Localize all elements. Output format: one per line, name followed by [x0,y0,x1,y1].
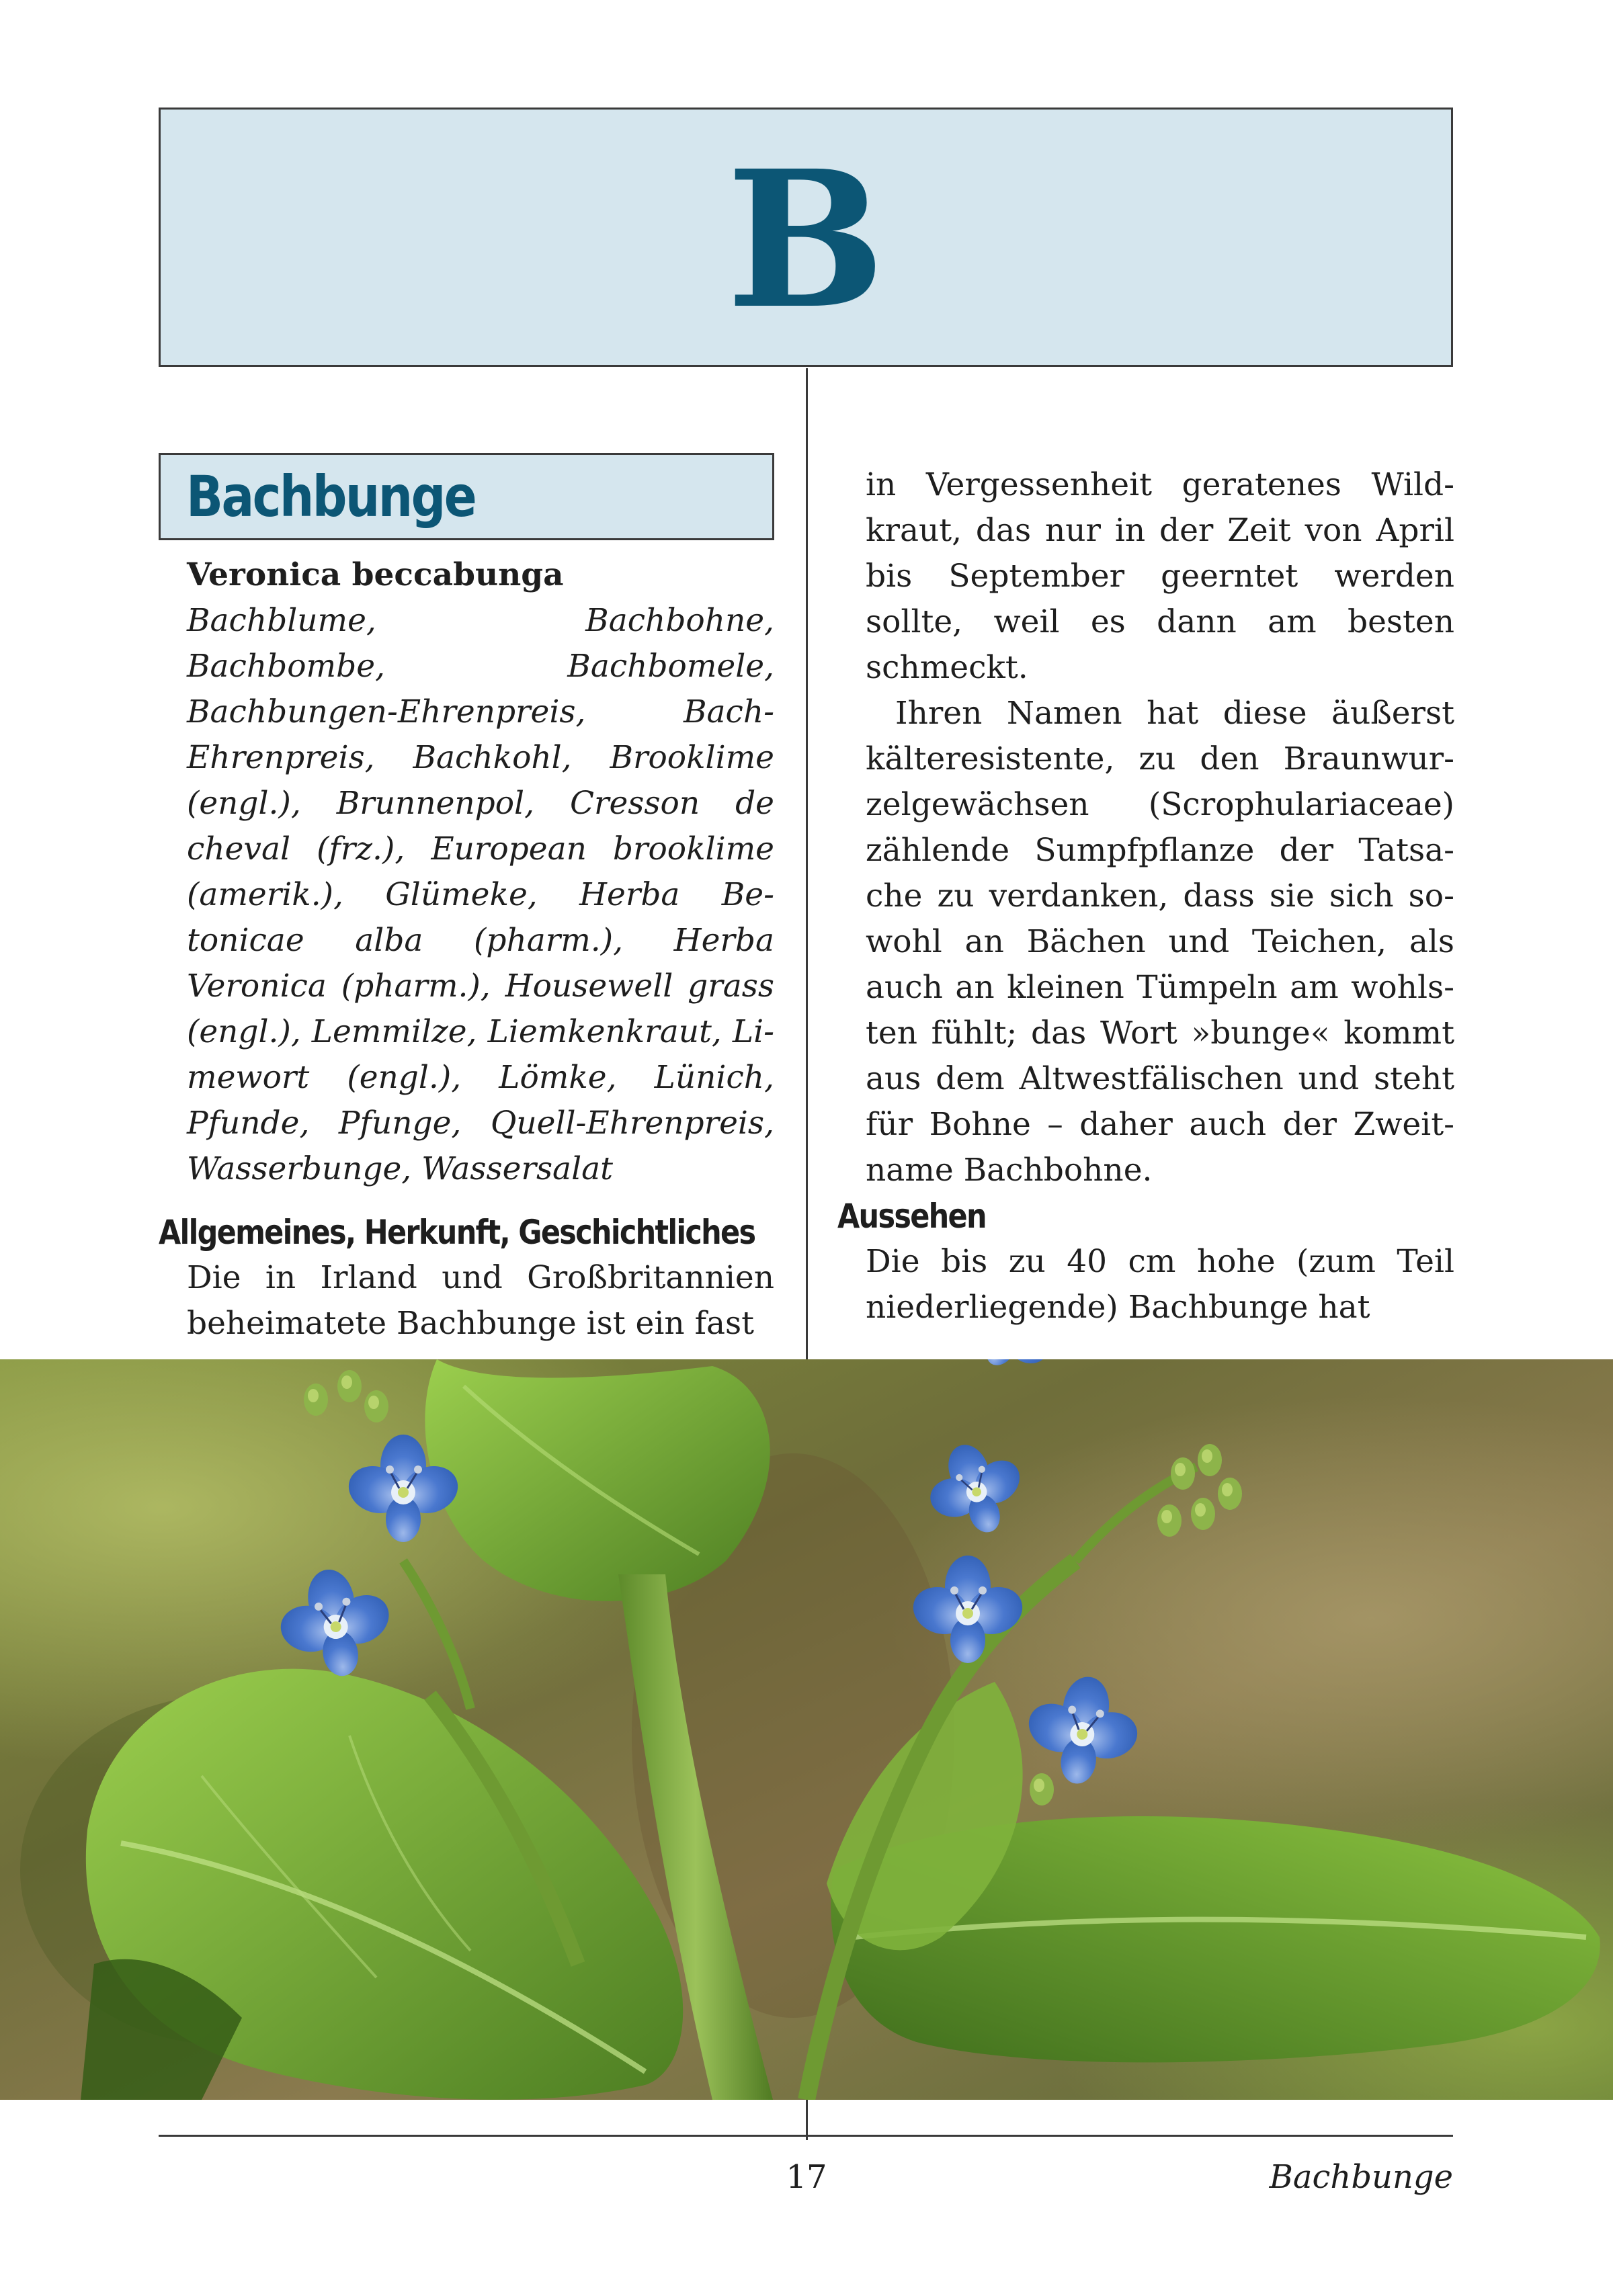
entry-names [159,552,774,1192]
history-paragraph-2: Ihren Namen hat diese äußerst kälteresistente, zu den Braunwurzelgewächsen (Scrophulariaceae) zählende Sumpfpflanze der Tatsache zu verdanken, dass sie sich sowohl an Bächen und Teichen, als auch an kleinen Tümpeln am wohlsten fühlt; das Wort »bunge« kommt aus dem Altwestfälischen und steht für Bohne – daher auch der Zweitname Bachbohne. [866,695,1454,1189]
appearance-text-start [837,1239,1454,1330]
plant-photo [0,1359,1613,2100]
entry-title: Bachbunge [186,464,476,529]
appearance-paragraph-start: Die bis zu 40 cm hohe (zum Teil niederliegende) Bachbunge hat [866,1243,1454,1326]
history-text-continued [837,462,1454,1193]
synonym-list: Bachblume, Bachbohne, Bachbombe, Bachbomele, Bachbungen-Ehrenpreis, Bach-Ehrenpreis, Bachkohl, Brooklime (engl.), Brunnenpol, Cresson de cheval (frz.), European brooklime (amerik.), Glümeke, Herba Betonicae alba (pharm.), Herba Veronica (pharm.), Housewell grass (engl.), Lemmilze, Liemkenkraut, Limewort (engl.), Lömke, Lünich, Pfunde, Pfunge, Quell-Ehrenpreis, Wasserbunge, Wassersalat [187,602,774,1187]
left-column [159,552,774,1347]
right-column [837,462,1454,1330]
history-paragraph-start: Die in Irland und Großbritannien beheimatete Bachbunge ist ein fast [187,1259,774,1342]
column-divider [806,368,808,1359]
column-divider-footer [806,2100,808,2140]
chapter-letter: B [726,130,886,351]
footer-rule [159,2135,1453,2137]
latin-name: Veronica beccabunga [187,556,564,593]
chapter-letter-banner [159,108,1453,367]
section-heading-history: Allgemeines, Herkunft, Geschichtliches [159,1213,755,1252]
history-paragraph-continued: in Vergessenheit geratenes Wildkraut, das nur in der Zeit von April bis September geerntet werden sollte, weil es dann am besten schmeckt. [866,466,1454,686]
plant-photo-illustration [0,1359,1613,2100]
section-heading-appearance: Aussehen [837,1197,986,1236]
history-text-start [159,1255,774,1347]
running-title: Bachbunge [1269,2158,1453,2196]
page-number: 17 [786,2158,827,2196]
entry-heading-box [159,453,774,540]
